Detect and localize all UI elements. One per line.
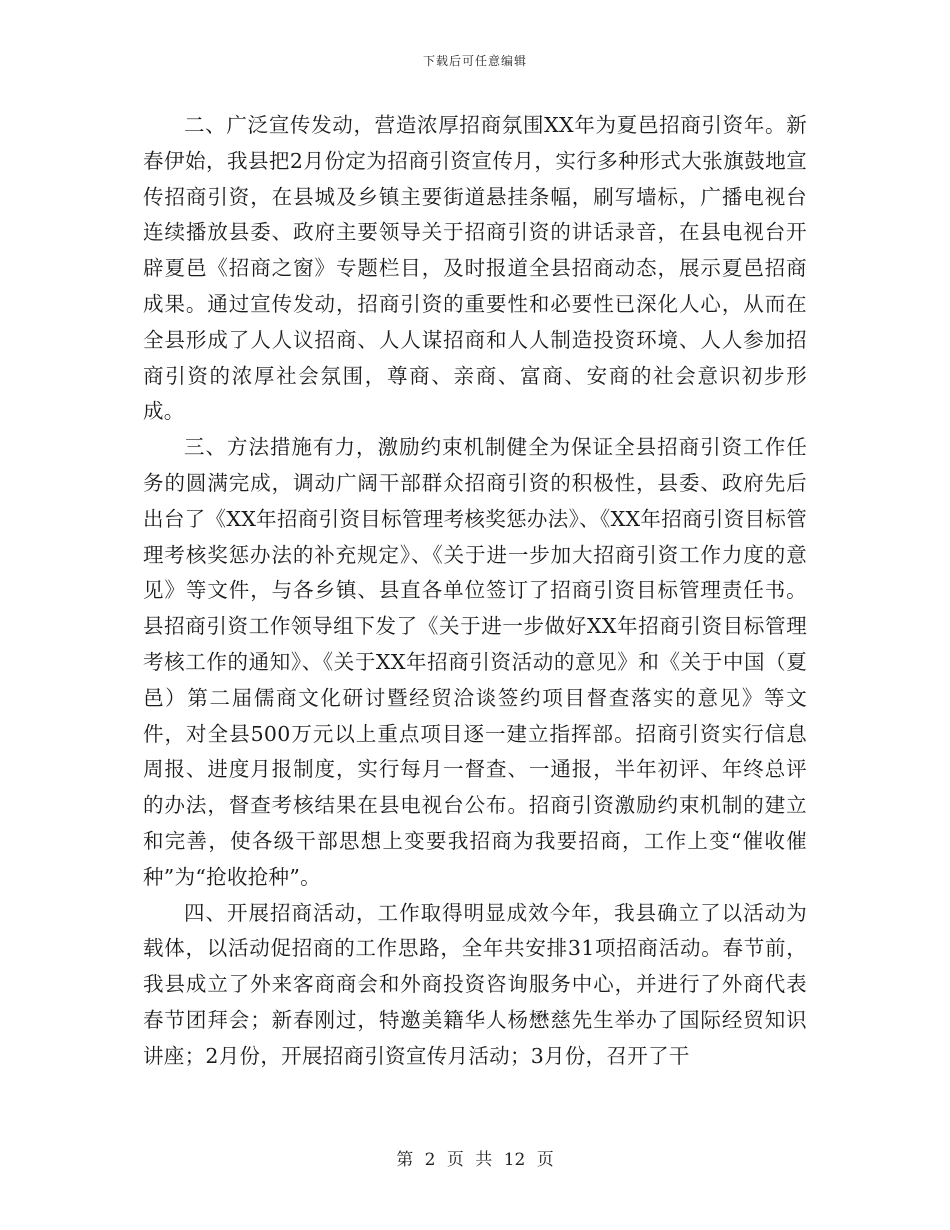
page-header-note: 下载后可任意编辑 — [422, 54, 527, 68]
paragraph-publicity: 二、广泛宣传发动，营造浓厚招商氛围XX年为夏邑招商引资年。新春伊始，我县把2月份定为招商引资宣传月，实行多种形式大张旗鼓地宣传招商引资，在县城及乡镇主要街道悬挂条幅，刷写墙标，广播电视台连续播放县委、政府主要领导关于招商引资的讲话录音，在县电视台开辟夏邑《招商之窗》专题栏目，及时报道全县招商动态，展示夏邑招商成果。通过宣传发动，招商引资的重要性和必要性已深化人心，从而在全县形成了人人议招商、人人谋招商和人人制造投资环境、人人参加招商引资的浓厚社会氛围，尊商、亲商、富商、安商的社会意识初步形成。 — [143, 113, 807, 424]
paragraph-investment-activities: 四、开展招商活动，工作取得明显成效今年，我县确立了以活动为载体，以活动促招商的工作思路，全年共安排31项招商活动。春节前，我县成立了外来客商商会和外商投资咨询服务中心，并进行了外商代表春节团拜会；新春刚过，特邀美籍华人杨懋慈先生举办了国际经贸知识讲座；2月份，开展招商引资宣传月活动；3月份，召开了干 — [143, 900, 807, 1068]
document-body — [143, 108, 807, 1075]
paragraph-incentive-mechanism: 三、方法措施有力，激励约束机制健全为保证全县招商引资工作任务的圆满完成，调动广阔干部群众招商引资的积极性，县委、政府先后出台了《XX年招商引资目标管理考核奖惩办法》、《XX年招商引资目标管理考核奖惩办法的补充规定》、《关于进一步加大招商引资工作力度的意见》等文件，与各乡镇、县直各单位签订了招商引资目标管理责任书。县招商引资工作领导组下发了《关于进一步做好XX年招商引资目标管理考核工作的通知》、《关于XX年招商引资活动的意见》和《关于中国（夏邑）第二届儒商文化研讨暨经贸洽谈签约项目督查落实的意见》等文件，对全县500万元以上重点项目逐一建立指挥部。招商引资实行信息周报、进度月报制度，实行每月一督查、一通报，半年初评、年终总评的办法，督查考核结果在县电视台公布。招商引资激励约束机制的建立和完善，使各级干部思想上变要我招商为我要招商，工作上变“催收催种”为“抢收抢种”。 — [143, 435, 807, 889]
page-number-footer: 第 2 页 共 12 页 — [396, 1150, 554, 1170]
